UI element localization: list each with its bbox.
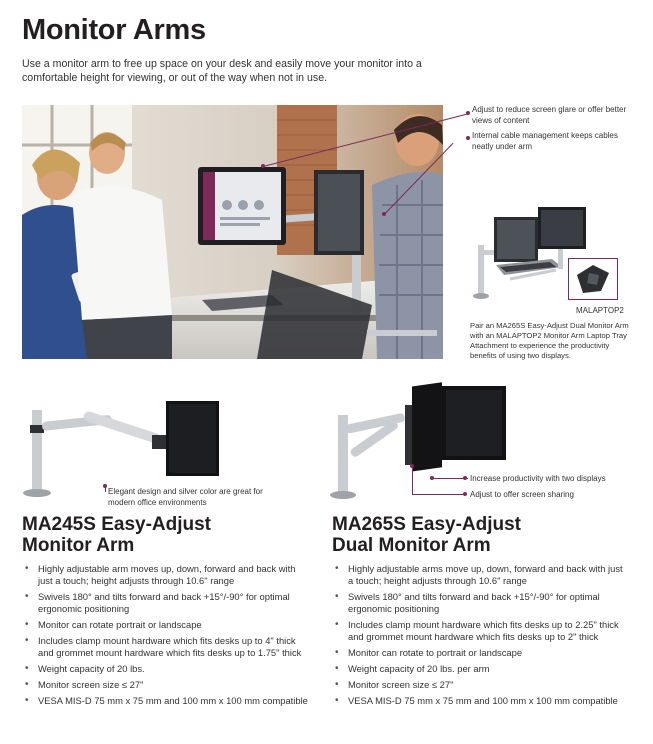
list-item: • Monitor can rotate to portrait or landscape: [332, 647, 627, 659]
list-item: • VESA MIS-D 75 mm x 75 mm and 100 mm x 100 mm compatible: [332, 695, 627, 707]
list-item: • Weight capacity of 20 lbs.: [22, 663, 312, 675]
callout-sharing: Adjust to offer screen sharing: [470, 490, 574, 499]
callout-dot: [261, 164, 265, 168]
list-item: • Weight capacity of 20 lbs. per arm: [332, 663, 627, 675]
laptop-caption: Pair an MA265S Easy-Adjust Dual Monitor Arm with an MALAPTOP2 Monitor Arm Laptop Tray Attachment to experience the productivity benefits of using two displays.: [470, 321, 629, 360]
callout-dot: [410, 464, 414, 468]
list-item: • VESA MIS-D 75 mm x 75 mm and 100 mm x 100 mm compatible: [22, 695, 312, 707]
callout-leader: [412, 466, 413, 494]
ma245s-image: [22, 395, 232, 500]
page-title: Monitor Arms: [22, 14, 206, 46]
callout-dot: [382, 212, 386, 216]
callout-dot: [466, 136, 470, 140]
callout-cable: Internal cable management keeps cables neatly under arm: [472, 131, 618, 151]
callout-dot: [463, 492, 467, 496]
callout-design: Elegant design and silver color are great for modern office environments: [108, 487, 263, 507]
product-name: Monitor Arm: [22, 535, 135, 556]
malaptop2-thumbnail: [568, 258, 618, 300]
ma245s-section: [22, 514, 312, 711]
ma265s-section: [332, 514, 627, 711]
malaptop2-label: MALAPTOP2: [576, 306, 624, 315]
laptop-tray-icon: [569, 259, 617, 299]
callout-dot: [466, 111, 470, 115]
callout-leader: [105, 486, 106, 492]
callout-dot: [430, 476, 434, 480]
single-arm-illustration: [22, 395, 232, 500]
product-name: MA245S Easy-Adjust: [22, 514, 212, 535]
list-item: • Includes clamp mount hardware which fits desks up to 4" thick and grommet mount hardware which fits desks up to 1.75" thick: [22, 635, 312, 659]
callout-productivity: Increase productivity with two displays: [470, 474, 606, 483]
callout-leader: [412, 494, 466, 495]
feature-list: [332, 563, 627, 707]
hero-photo: [22, 105, 443, 359]
list-item: • Monitor screen size ≤ 27": [332, 679, 627, 691]
list-item: • Swivels 180° and tilts forward and back +15°/-90° for optimal ergonomic positioning: [332, 591, 627, 615]
office-scene-illustration: [22, 105, 443, 359]
callout-dot: [463, 476, 467, 480]
list-item: • Monitor screen size ≤ 27": [22, 679, 312, 691]
list-item: • Includes clamp mount hardware which fits desks up to 2.25" thick and grommet mount hardware which fits desks up to 2" thick: [332, 619, 627, 643]
product-name: MA265S Easy-Adjust: [332, 514, 522, 535]
feature-list: [22, 563, 312, 707]
list-item: • Monitor can rotate portrait or landscape: [22, 619, 312, 631]
list-item: • Highly adjustable arms move up, down, forward and back with just a touch; height adjusts through 10.6" range: [332, 563, 627, 587]
list-item: • Swivels 180° and tilts forward and back +15°/-90° for optimal ergonomic positioning: [22, 591, 312, 615]
list-item: • Highly adjustable arm moves up, down, forward and back with just a touch; height adjusts through 10.6" range: [22, 563, 312, 587]
product-name: Dual Monitor Arm: [332, 535, 491, 556]
callout-glare: Adjust to reduce screen glare or offer better views of content: [472, 105, 627, 125]
intro-text: Use a monitor arm to free up space on your desk and easily move your monitor into a comfortable height for viewing, or out of the way when not in use.: [22, 58, 422, 84]
